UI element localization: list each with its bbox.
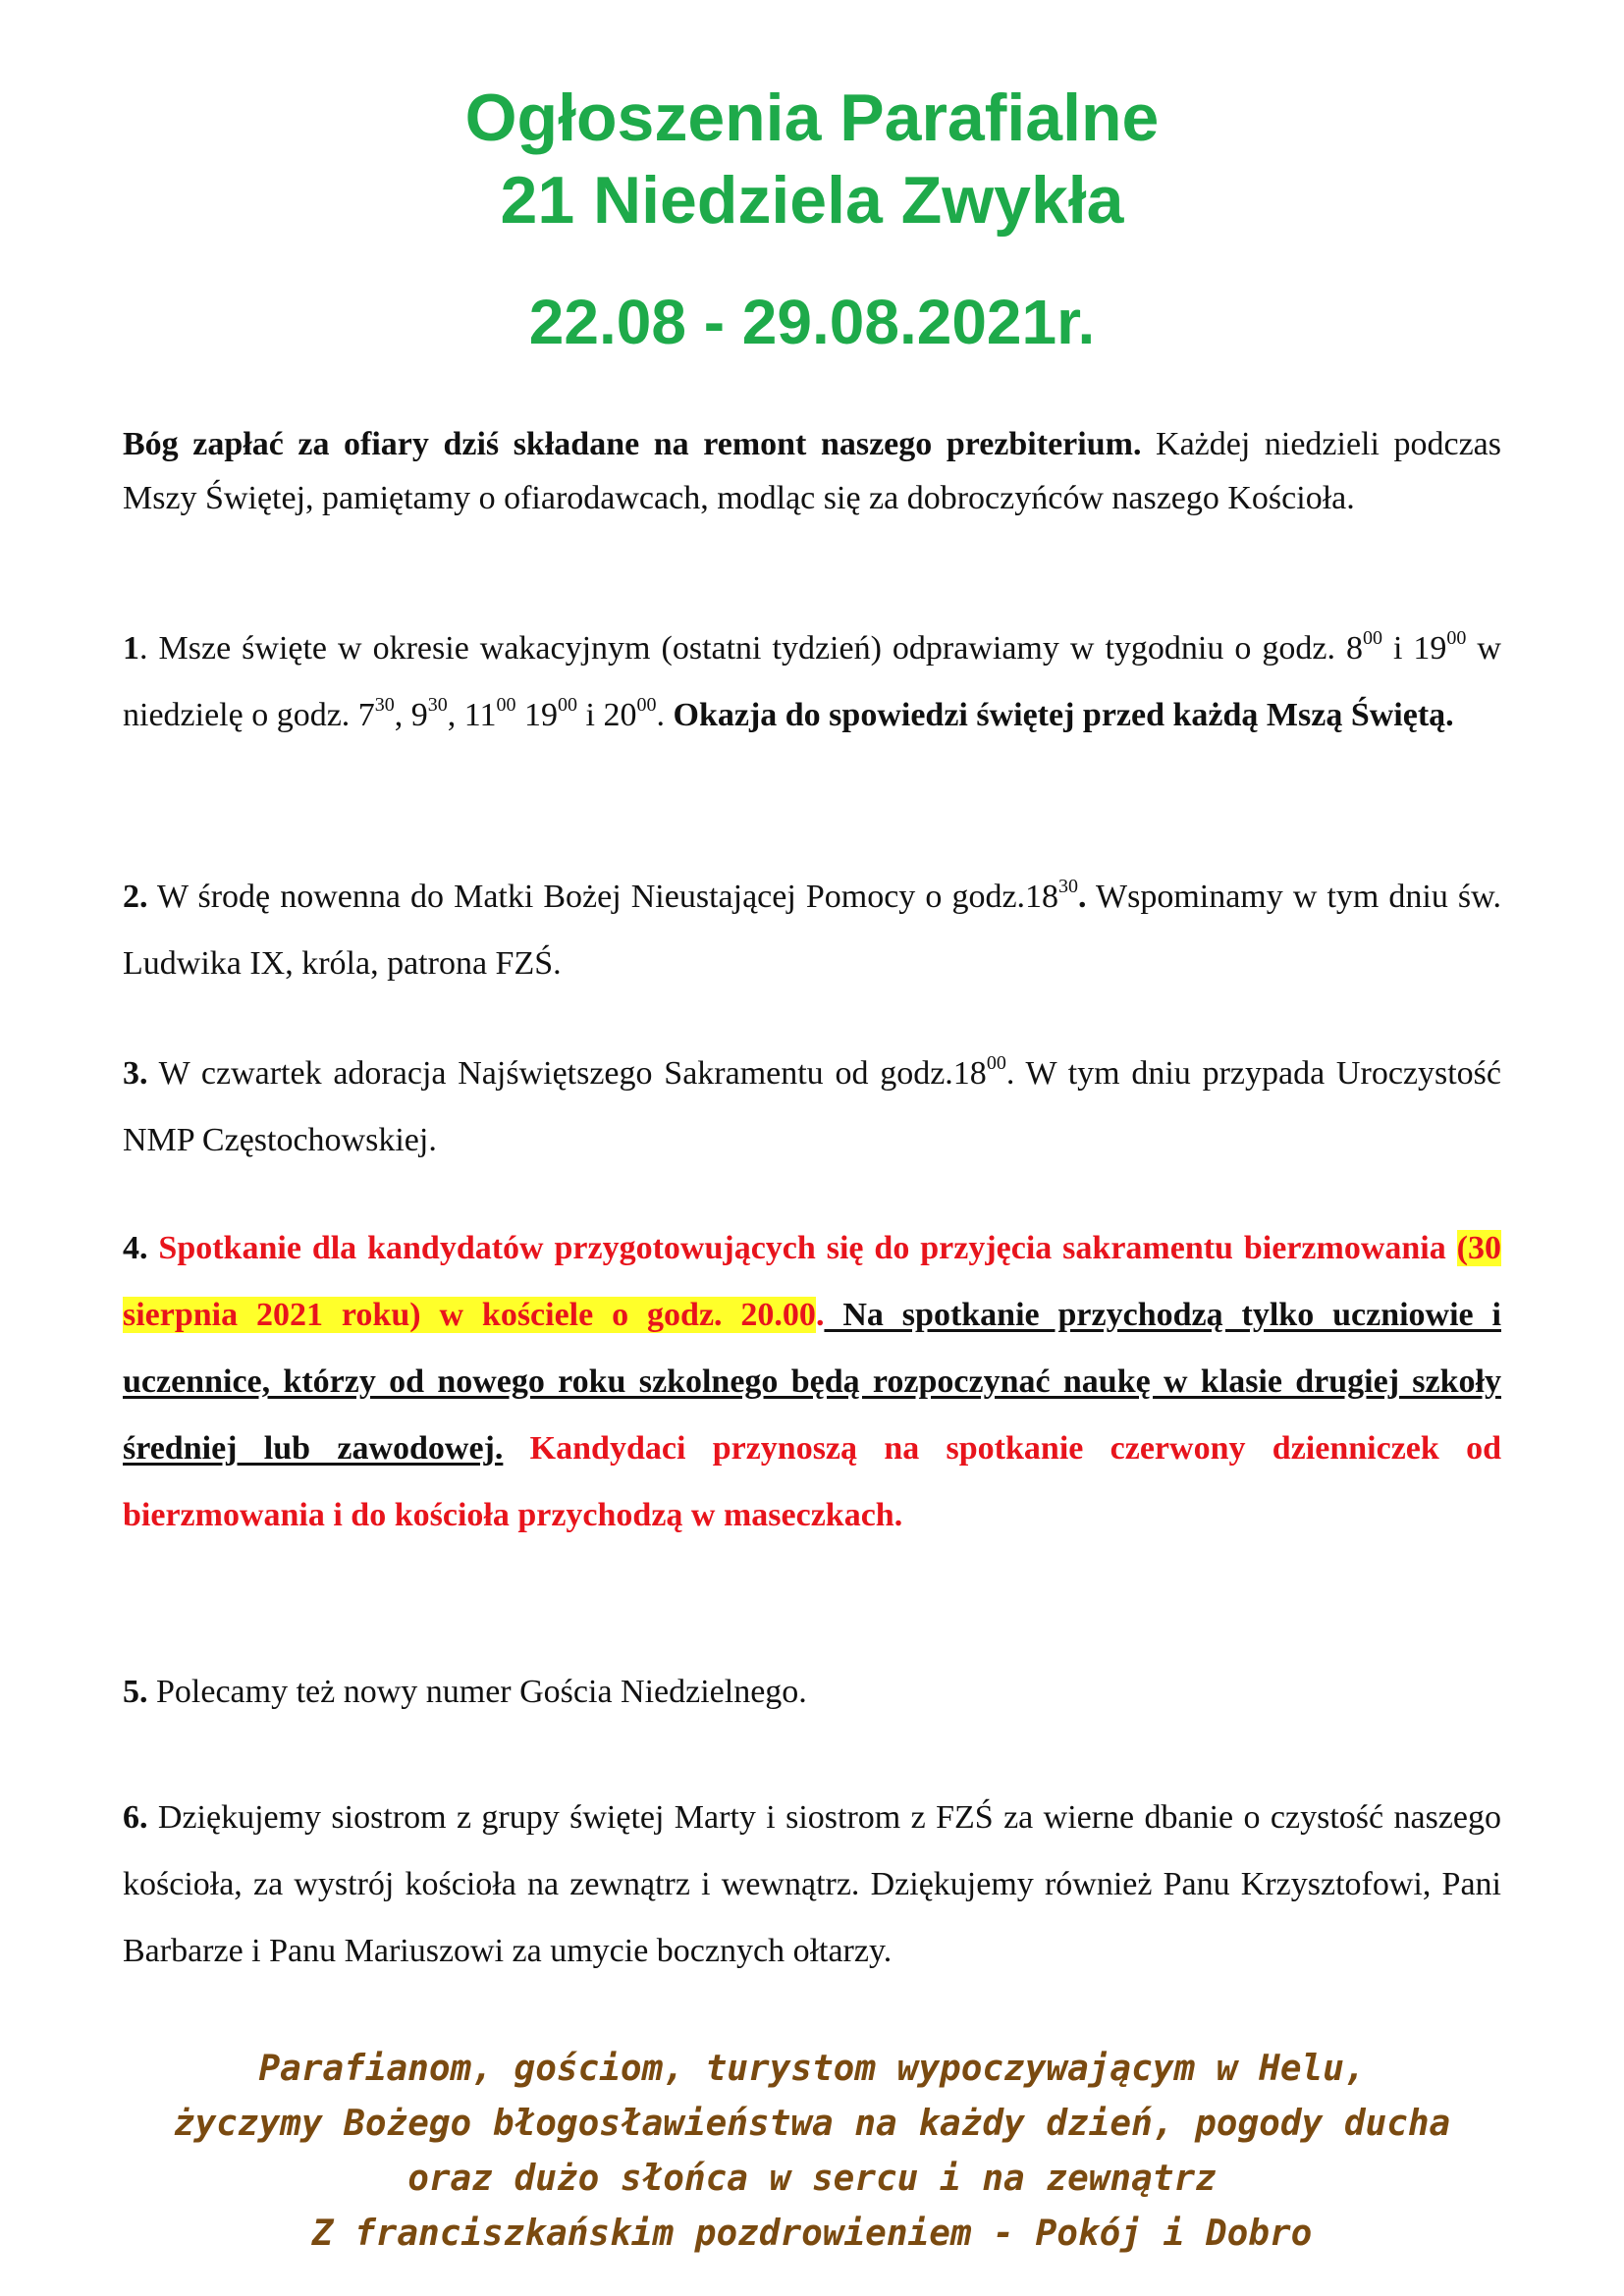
item-text: . [656, 697, 674, 733]
announcement-5 [123, 1659, 1501, 1726]
item-text: Wspominamy w tym dniu św. Ludwika IX, króla, patrona FZŚ. [123, 879, 1502, 982]
item-text: i 19 [1381, 630, 1447, 667]
time-superscript: 30 [1058, 876, 1079, 897]
item-text: W czwartek adoracja Najświętszego Sakramentu od godz.18 [147, 1055, 987, 1092]
time-superscript: 00 [636, 694, 657, 716]
meeting-date-highlight: (30 sierpnia 2021 roku) w kościele o godz. 20.00 [123, 1230, 1501, 1333]
closing-greeting [0, 2042, 1624, 2262]
item-number: 2. [123, 879, 148, 915]
item-text: . W tym dniu przypada Uroczystość NMP Częstochowskiej. [123, 1055, 1501, 1158]
announcement-3 [123, 1041, 1501, 1174]
announcement-1 [123, 615, 1501, 749]
time-superscript: 00 [496, 694, 516, 716]
item-text: . [1078, 879, 1087, 915]
item-text: w niedzielę o godz. 7 [123, 630, 1501, 733]
intro-bold: Bóg zapłać za ofiary dziś składane na remont naszego prezbiterium. [123, 426, 1142, 462]
item-text: . [815, 1297, 825, 1333]
item-text: Dziękujemy siostrom z grupy świętej Marty i siostrom z FZŚ za wierne dbanie o czystość naszego kościoła, za wystrój kościoła na zewnątrz i wewnątrz. Dziękujemy również Panu Krzysztofowi, Pani Barbarze i Panu Mariuszowi za umycie bocznych ołtarzy. [123, 1799, 1501, 1969]
attendance-note-underlined: Na spotkanie przychodzą tylko uczniowie i uczennice, którzy od nowego roku szkolnego będą rozpoczynać naukę w klasie drugiej szkoły średniej lub zawodowej. [123, 1297, 1501, 1467]
item-text: Polecamy też nowy numer Gościa Niedzielnego. [147, 1674, 807, 1710]
time-superscript: 00 [986, 1052, 1006, 1074]
item-text: 19 [515, 697, 559, 733]
intro-paragraph [123, 417, 1501, 525]
item-number: 4. [123, 1230, 148, 1266]
confession-note: Okazja do spowiedzi świętej przed każdą Mszą Świętą. [673, 697, 1454, 733]
title-line-2: 21 Niedziela Zwykła [500, 163, 1124, 238]
candidates-requirements: Kandydaci przynoszą na spotkanie czerwony dzienniczek od bierzmowania i do kościoła przychodzą w maseczkach. [123, 1430, 1501, 1533]
time-superscript: 00 [1362, 627, 1382, 649]
time-superscript: 30 [374, 694, 395, 716]
item-text: . Msze święte w okresie wakacyjnym (ostatni tydzień) odprawiamy w tygodniu o godz. 8 [139, 630, 1363, 667]
time-superscript: 00 [1446, 627, 1467, 649]
item-number: 5. [123, 1674, 148, 1710]
announcement-6 [123, 1785, 1501, 1985]
announcement-4 [123, 1215, 1501, 1549]
closing-line-2: życzymy Bożego błogosławieństwa na każdy dzień, pogody ducha [173, 2104, 1451, 2144]
item-text: i 20 [577, 697, 637, 733]
page-title [0, 77, 1624, 241]
item-text: W środę nowenna do Matki Bożej Nieustającej Pomocy o godz.18 [147, 879, 1059, 915]
intro-rest: Każdej niedzieli podczas Mszy Świętej, pamiętamy o ofiarodawcach, modląc się za dobroczyńców naszego Kościoła. [123, 426, 1502, 516]
item-number: 3. [123, 1055, 148, 1092]
confirmation-meeting-text: Spotkanie dla kandydatów przygotowujących się do przyjęcia sakramentu bierzmowania [147, 1230, 1457, 1266]
time-superscript: 00 [558, 694, 578, 716]
title-line-1: Ogłoszenia Parafialne [464, 80, 1160, 155]
item-number: 6. [123, 1799, 148, 1836]
item-text: , 9 [394, 697, 428, 733]
item-number: 1 [123, 630, 139, 667]
time-superscript: 30 [427, 694, 448, 716]
closing-line-4: Z franciszkańskim pozdrowieniem - Pokój i Dobro [311, 2214, 1313, 2254]
date-range: 22.08 - 29.08.2021r. [528, 287, 1096, 357]
closing-line-1: Parafianom, gościom, turystom wypoczywającym w Helu, [258, 2049, 1366, 2089]
announcement-2 [123, 864, 1501, 997]
item-text: , 11 [447, 697, 497, 733]
closing-line-3: oraz dużo słońca w sercu i na zewnątrz [407, 2159, 1217, 2199]
